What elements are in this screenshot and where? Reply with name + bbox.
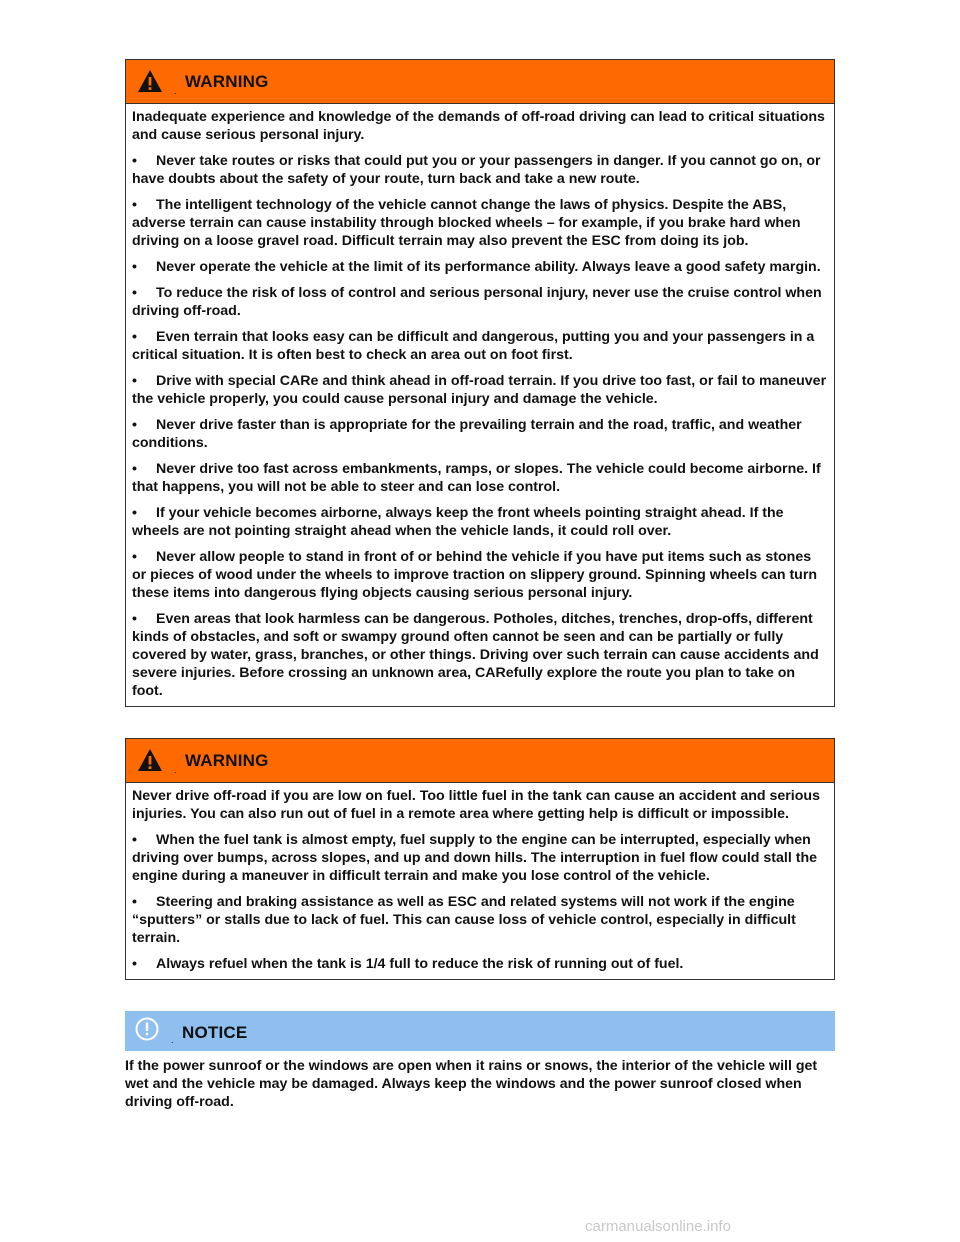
warning-body — [126, 783, 834, 979]
list-item-text: Never drive faster than is appropriate for the prevailing terrain and the road, traffic, and weather conditions. — [132, 417, 802, 451]
list-item-text: Steering and braking assistance as well as ESC and related systems will not work if the engine “sputters” or stalls due to lack of fuel. This can cause loss of vehicle control, especially in difficult terrain. — [132, 894, 796, 946]
list-item-text: Even areas that look harmless can be dangerous. Potholes, ditches, trenches, drop-offs, different kinds of obstacles, and soft or swampy ground often cannot be seen and can be partially or fully covered by water, grass, branches, or other things. Driving over such terrain can cause accidents and severe injuries. Before crossing an unknown area, CARefully explore the route you plan to take on foot. — [132, 611, 819, 699]
list-item — [132, 258, 828, 276]
warning-title: WARNING — [185, 72, 269, 91]
notice-title: NOTICE — [182, 1023, 248, 1042]
notice-header — [125, 1011, 835, 1051]
bullet: • — [132, 373, 137, 389]
list-item-text: If your vehicle becomes airborne, always keep the front wheels pointing straight ahead. If the wheels are not pointing straight ahead when the vehicle lands, it could roll over. — [132, 505, 784, 539]
warning-list — [132, 831, 828, 973]
list-item-text: When the fuel tank is almost empty, fuel supply to the engine can be interrupted, especially when driving over bumps, across slopes, and up and down hills. The interruption in fuel flow could stall the engine during a maneuver in difficult terrain and make you lose control of the vehicle. — [132, 832, 818, 884]
bullet: • — [132, 153, 137, 169]
bullet: • — [132, 894, 137, 910]
list-item-text: Never allow people to stand in front of or behind the vehicle if you have put items such as stones or pieces of wood under the wheels to improve traction on slippery ground. Spinning wheels can turn these items into dangerous flying objects causing serious personal injury. — [132, 549, 818, 601]
list-item-text: Drive with special CARe and think ahead in off-road terrain. If you drive too fast, or fail to maneuver the vehicle properly, you could cause personal injury and damage the vehicle. — [132, 373, 827, 407]
bullet: • — [132, 285, 137, 301]
list-item-text: The intelligent technology of the vehicle cannot change the laws of physics. Despite the ABS, adverse terrain can cause instability through blocked wheels – for example, if you brake hard when driving on a loose gravel road. Difficult terrain may also prevent the ESC from doing its job. — [132, 197, 801, 249]
list-item-text: Even terrain that looks easy can be difficult and dangerous, putting you and your passengers in a critical situation. It is often best to check an area out on foot first. — [132, 329, 815, 363]
warning-triangle-icon — [137, 748, 163, 772]
bullet: • — [132, 505, 137, 521]
list-item — [132, 610, 828, 700]
list-item — [132, 152, 828, 188]
notice-box — [125, 1011, 835, 1111]
list-item — [132, 196, 828, 250]
list-item — [132, 460, 828, 496]
bullet: • — [132, 461, 137, 477]
warning-triangle-icon — [137, 69, 163, 93]
list-item-text: To reduce the risk of loss of control and serious personal injury, never use the cruise control when driving off-road. — [132, 285, 822, 319]
watermark: carmanualsonline.info — [585, 1218, 731, 1235]
warning-box-low-fuel — [125, 738, 835, 980]
warning-header — [126, 60, 834, 104]
notice-text: If the power sunroof or the windows are open when it rains or snows, the interior of the vehicle will get wet and the vehicle may be damaged. Always keep the windows and the power sunroof closed when driving off-road. — [125, 1058, 818, 1110]
bullet: • — [132, 329, 137, 345]
list-item — [132, 548, 828, 602]
header-marker: . — [171, 1035, 174, 1045]
list-item — [132, 504, 828, 540]
exclamation-circle-icon — [135, 1017, 159, 1041]
warning-title: WARNING — [185, 751, 269, 770]
warning-header — [126, 739, 834, 783]
bullet: • — [132, 956, 137, 972]
bullet: • — [132, 417, 137, 433]
bullet: • — [132, 832, 137, 848]
warning-intro: Inadequate experience and knowledge of the demands of off-road driving can lead to critical situations and cause serious personal injury. — [132, 109, 825, 143]
header-marker: . — [174, 765, 177, 775]
list-item — [132, 893, 828, 947]
list-item — [132, 372, 828, 408]
list-item-text: Always refuel when the tank is 1/4 full to reduce the risk of running out of fuel. — [156, 956, 684, 972]
bullet: • — [132, 197, 137, 213]
list-item — [132, 955, 828, 973]
warning-box-off-road-experience — [125, 59, 835, 707]
list-item — [132, 831, 828, 885]
bullet: • — [132, 611, 137, 627]
manual-page — [125, 59, 835, 1111]
list-item-text: Never operate the vehicle at the limit of its performance ability. Always leave a good safety margin. — [156, 259, 821, 275]
warning-body — [126, 104, 834, 706]
header-marker: . — [174, 86, 177, 96]
warning-list — [132, 152, 828, 700]
list-item-text: Never drive too fast across embankments, ramps, or slopes. The vehicle could become airborne. If that happens, you will not be able to steer and can lose control. — [132, 461, 821, 495]
list-item — [132, 416, 828, 452]
bullet: • — [132, 259, 137, 275]
warning-intro: Never drive off-road if you are low on fuel. Too little fuel in the tank can cause an accident and serious injuries. You can also run out of fuel in a remote area where getting help is difficult or impossible. — [132, 788, 820, 822]
list-item-text: Never take routes or risks that could put you or your passengers in danger. If you cannot go on, or have doubts about the safety of your route, turn back and take a new route. — [132, 153, 821, 187]
bullet: • — [132, 549, 137, 565]
list-item — [132, 284, 828, 320]
list-item — [132, 328, 828, 364]
